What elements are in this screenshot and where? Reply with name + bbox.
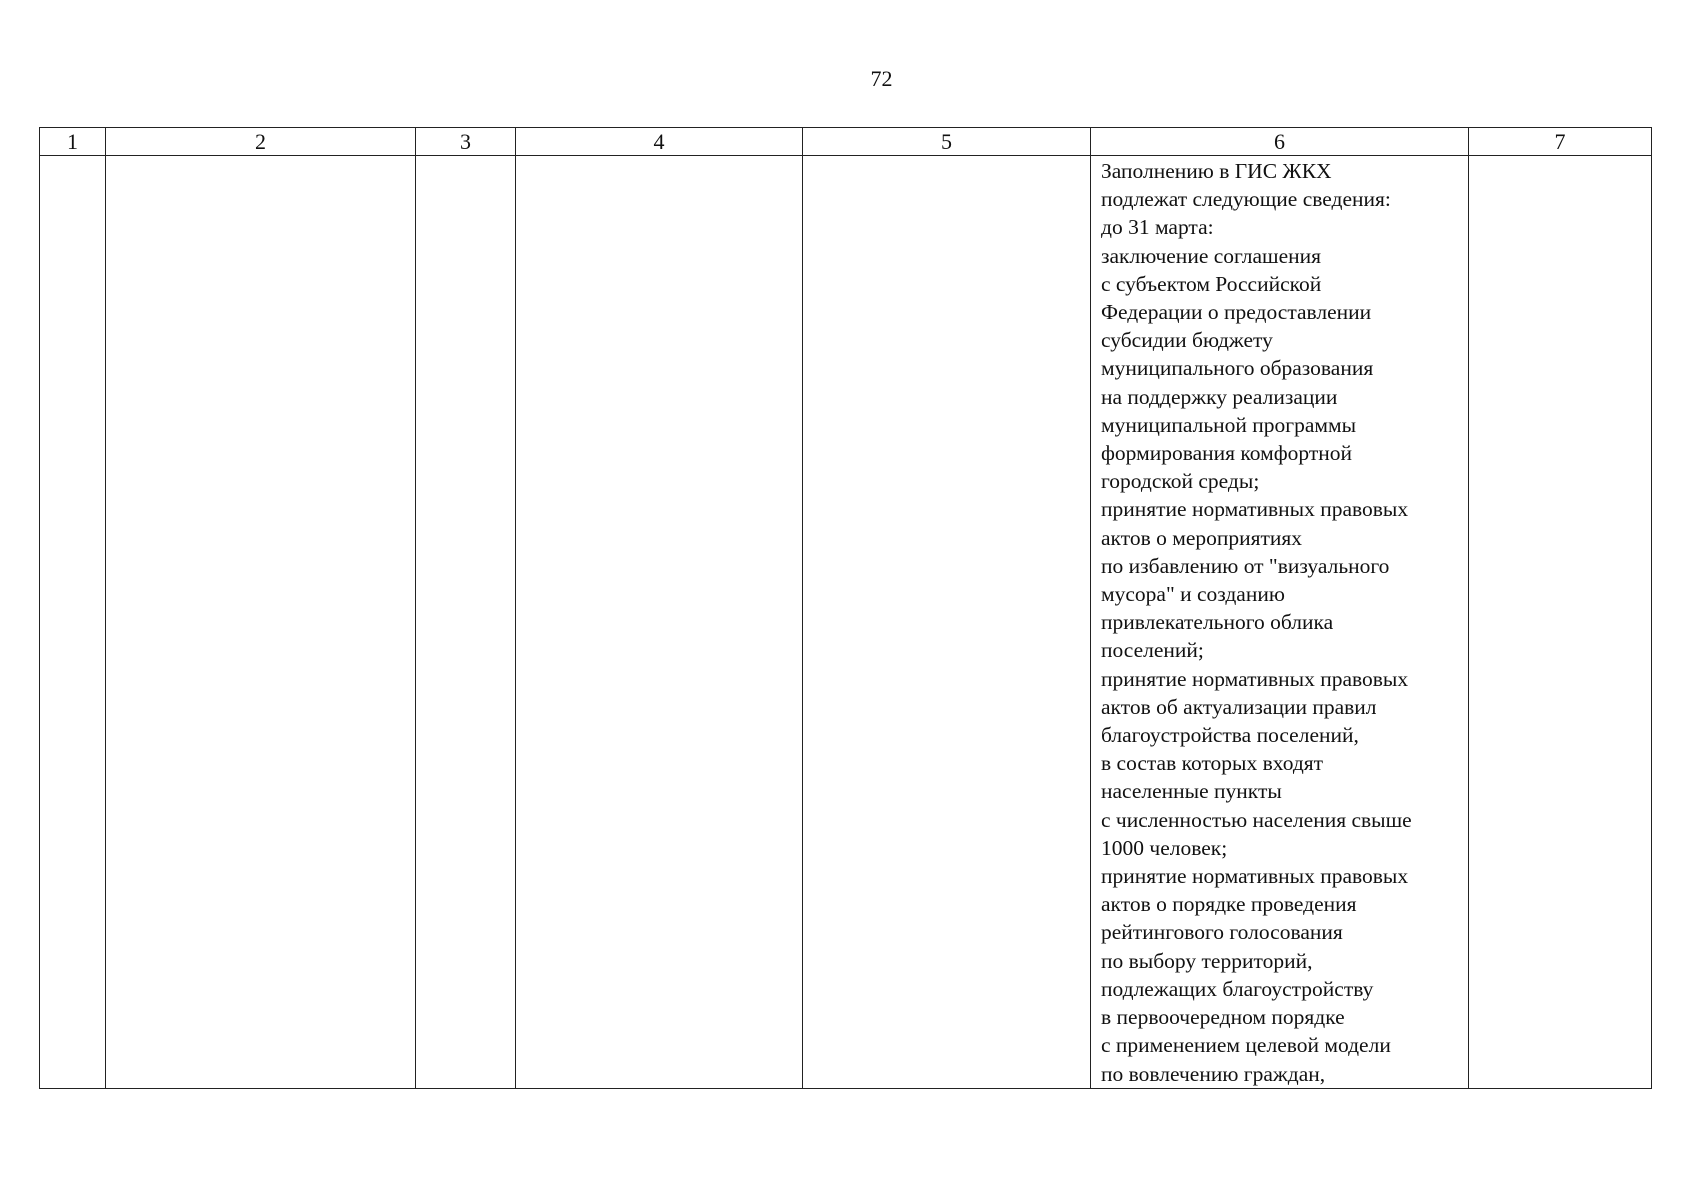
page-number: 72 (870, 66, 893, 91)
text-line: принятие нормативных правовых (1101, 497, 1409, 522)
text-line: актов о мероприятиях (1101, 525, 1303, 550)
cell-col-7 (1469, 156, 1652, 1089)
text-line: Федерации о предоставлении (1101, 300, 1372, 325)
text-line: на поддержку реализации (1101, 384, 1338, 409)
text-line: по вовлечению граждан, (1101, 1061, 1326, 1086)
column-header-3: 3 (416, 128, 516, 156)
text-line: городской среды; (1101, 469, 1260, 494)
column-header-2: 2 (106, 128, 416, 156)
text-line: муниципальной программы (1101, 412, 1357, 437)
text-line: благоустройства поселений, (1101, 723, 1359, 748)
cell-col-2 (106, 156, 416, 1089)
cell-col-6 (1091, 156, 1469, 1089)
text-line: 1000 человек; (1101, 835, 1228, 860)
column-header-7: 7 (1469, 128, 1652, 156)
text-line: заключение соглашения (1101, 243, 1322, 268)
text-line: по выбору территорий, (1101, 948, 1313, 973)
table-header-row (40, 128, 1652, 156)
text-line: формирования комфортной (1101, 441, 1353, 466)
text-line: по избавлению от "визуального (1101, 553, 1390, 578)
text-line: подлежащих благоустройству (1101, 976, 1374, 1001)
document-table (39, 127, 1652, 1089)
text-line: мусора" и созданию (1101, 582, 1285, 607)
text-line: субсидии бюджету (1101, 328, 1273, 353)
column-header-1: 1 (40, 128, 106, 156)
text-line: подлежат следующие сведения: (1101, 187, 1391, 212)
text-line: до 31 марта: (1101, 215, 1214, 240)
cell-col-3 (416, 156, 516, 1089)
table-row (40, 156, 1652, 1089)
cell-col-1 (40, 156, 106, 1089)
text-line: принятие нормативных правовых (1101, 864, 1409, 889)
text-line: с численностью населения свыше (1101, 807, 1412, 832)
text-line: поселений; (1101, 638, 1204, 663)
column-header-5: 5 (803, 128, 1091, 156)
text-line: актов о порядке проведения (1101, 892, 1357, 917)
text-line: актов об актуализации правил (1101, 694, 1377, 719)
text-line: муниципального образования (1101, 356, 1374, 381)
text-line: Заполнению в ГИС ЖКХ (1101, 159, 1332, 183)
text-line: населенные пункты (1101, 779, 1282, 804)
cell-col-6-text (1091, 156, 1468, 1088)
text-line: в состав которых входят (1101, 751, 1324, 776)
text-line: с применением целевой модели (1101, 1033, 1391, 1058)
text-line: принятие нормативных правовых (1101, 666, 1409, 691)
column-header-6: 6 (1091, 128, 1469, 156)
cell-col-5 (803, 156, 1091, 1089)
text-line: привлекательного облика (1101, 610, 1334, 635)
text-line: с субъектом Российской (1101, 271, 1322, 296)
column-header-4: 4 (516, 128, 803, 156)
cell-col-4 (516, 156, 803, 1089)
text-line: в первоочередном порядке (1101, 1005, 1345, 1030)
text-line: рейтингового голосования (1101, 920, 1343, 945)
